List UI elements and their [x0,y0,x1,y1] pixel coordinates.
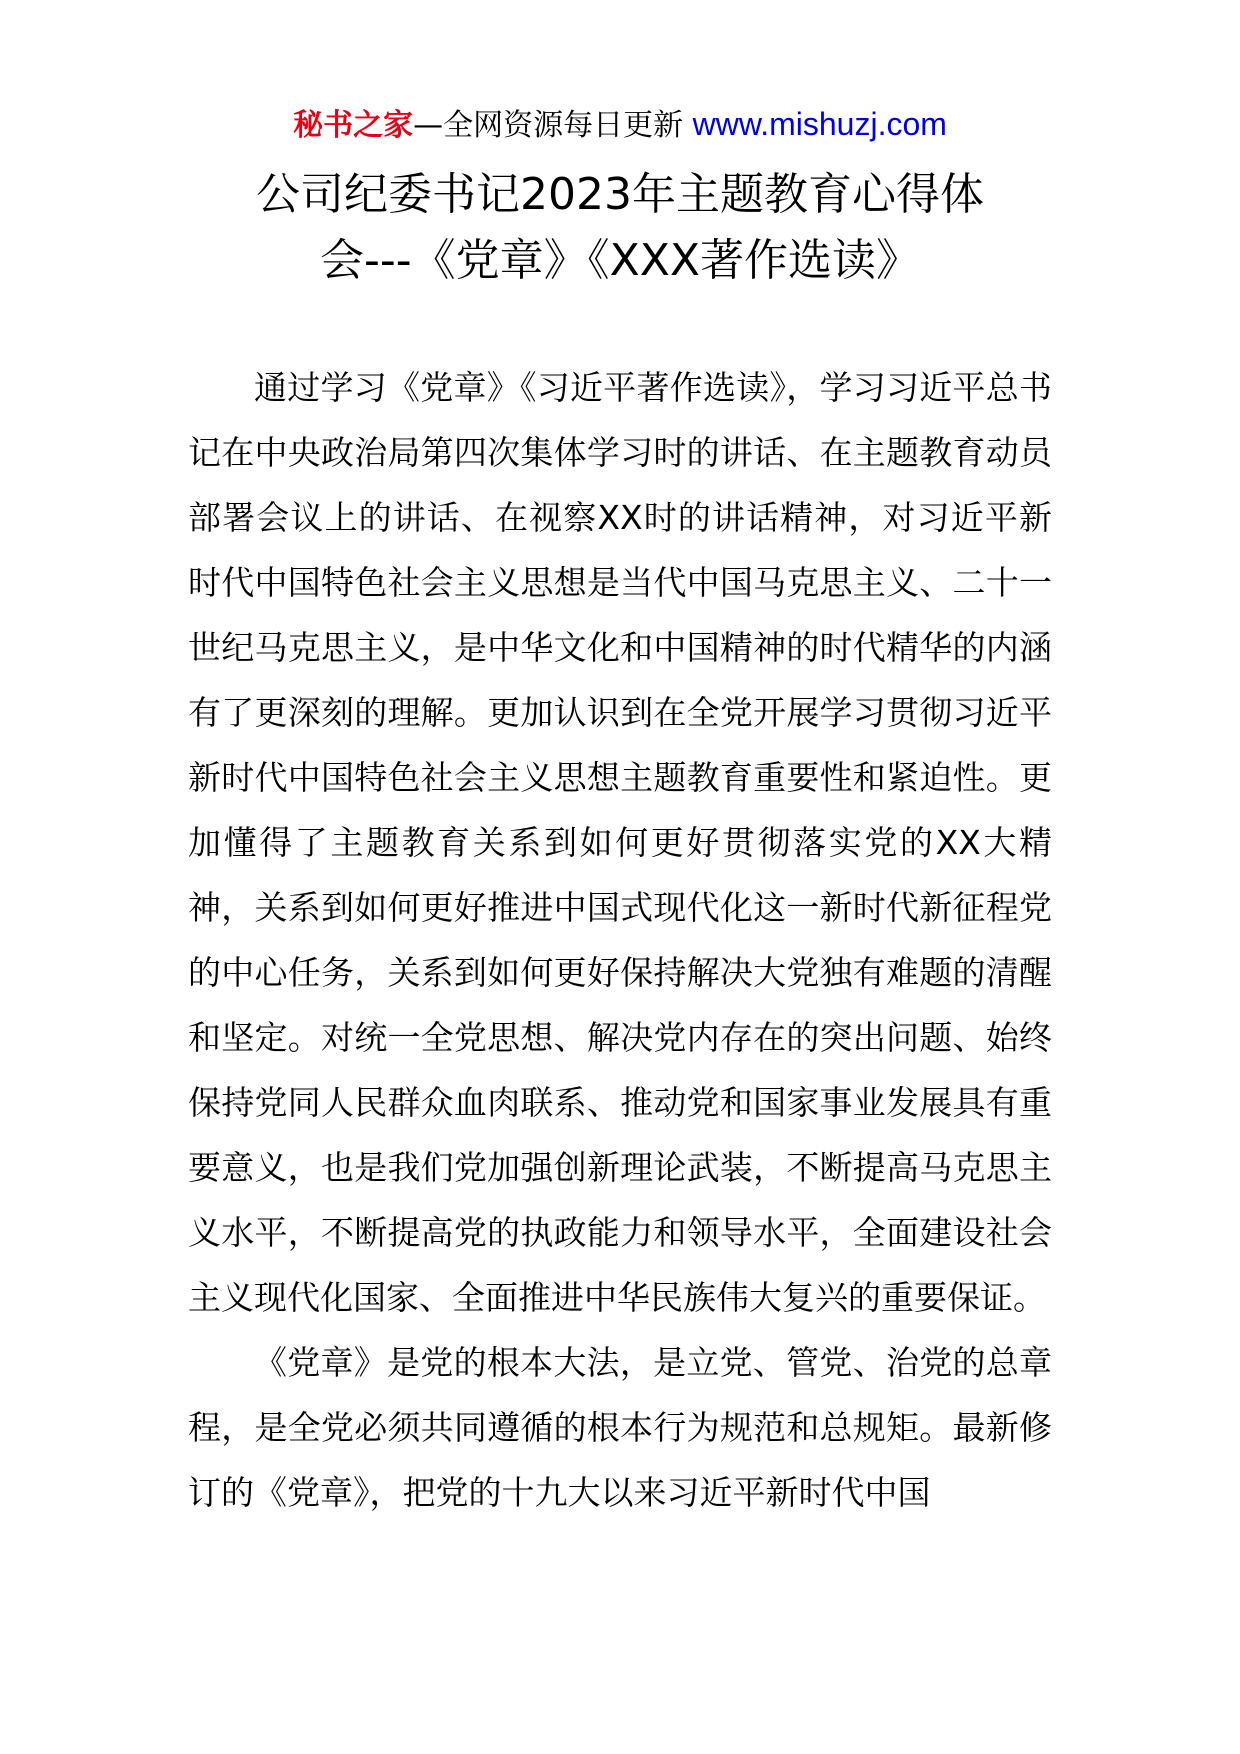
document-title [140,162,1100,294]
site-url-link[interactable]: www.mishuzj.com [692,106,947,142]
site-tagline: —全网资源每日更新 [413,108,693,143]
body-paragraph-1: 通过学习《党章》《习近平著作选读》，学习习近平总书记在中央政治局第四次集体学习时的讲话、在主题教育动员部署会议上的讲话、在视察XX时的讲话精神，对习近平新时代中国特色社会主义思想是当代中国马克思主义、二十一世纪马克思主义，是中华文化和中国精神的时代精华的内涵有了更深刻的理解。更加认识到在全党开展学习贯彻习近平新时代中国特色社会主义思想主题教育重要性和紧迫性。更加懂得了主题教育关系到如何更好贯彻落实党的XX大精神，关系到如何更好推进中国式现代化这一新时代新征程党的中心任务，关系到如何更好保持解决大党独有难题的清醒和坚定。对统一全党思想、解决党内存在的突出问题、始终保持党同人民群众血肉联系、推动党和国家事业发展具有重要意义，也是我们党加强创新理论武装，不断提高马克思主义水平，不断提高党的执政能力和领导水平，全面建设社会主义现代化国家、全面推进中华民族伟大复兴的重要保证。 [188,368,1052,1317]
site-header [0,100,1240,150]
document-title-line-2: 会---《党章》《XXX著作选读》 [319,235,921,286]
document-title-line-1: 公司纪委书记2023年主题教育心得体 [256,169,984,220]
site-brand: 秘书之家 [293,108,414,143]
document-body [188,355,1052,1525]
body-paragraph-2: 《党章》是党的根本大法，是立党、管党、治党的总章程，是全党必须共同遵循的根本行为规范和总规矩。最新修订的《党章》，把党的十九大以来习近平新时代中国 [188,1343,1052,1512]
